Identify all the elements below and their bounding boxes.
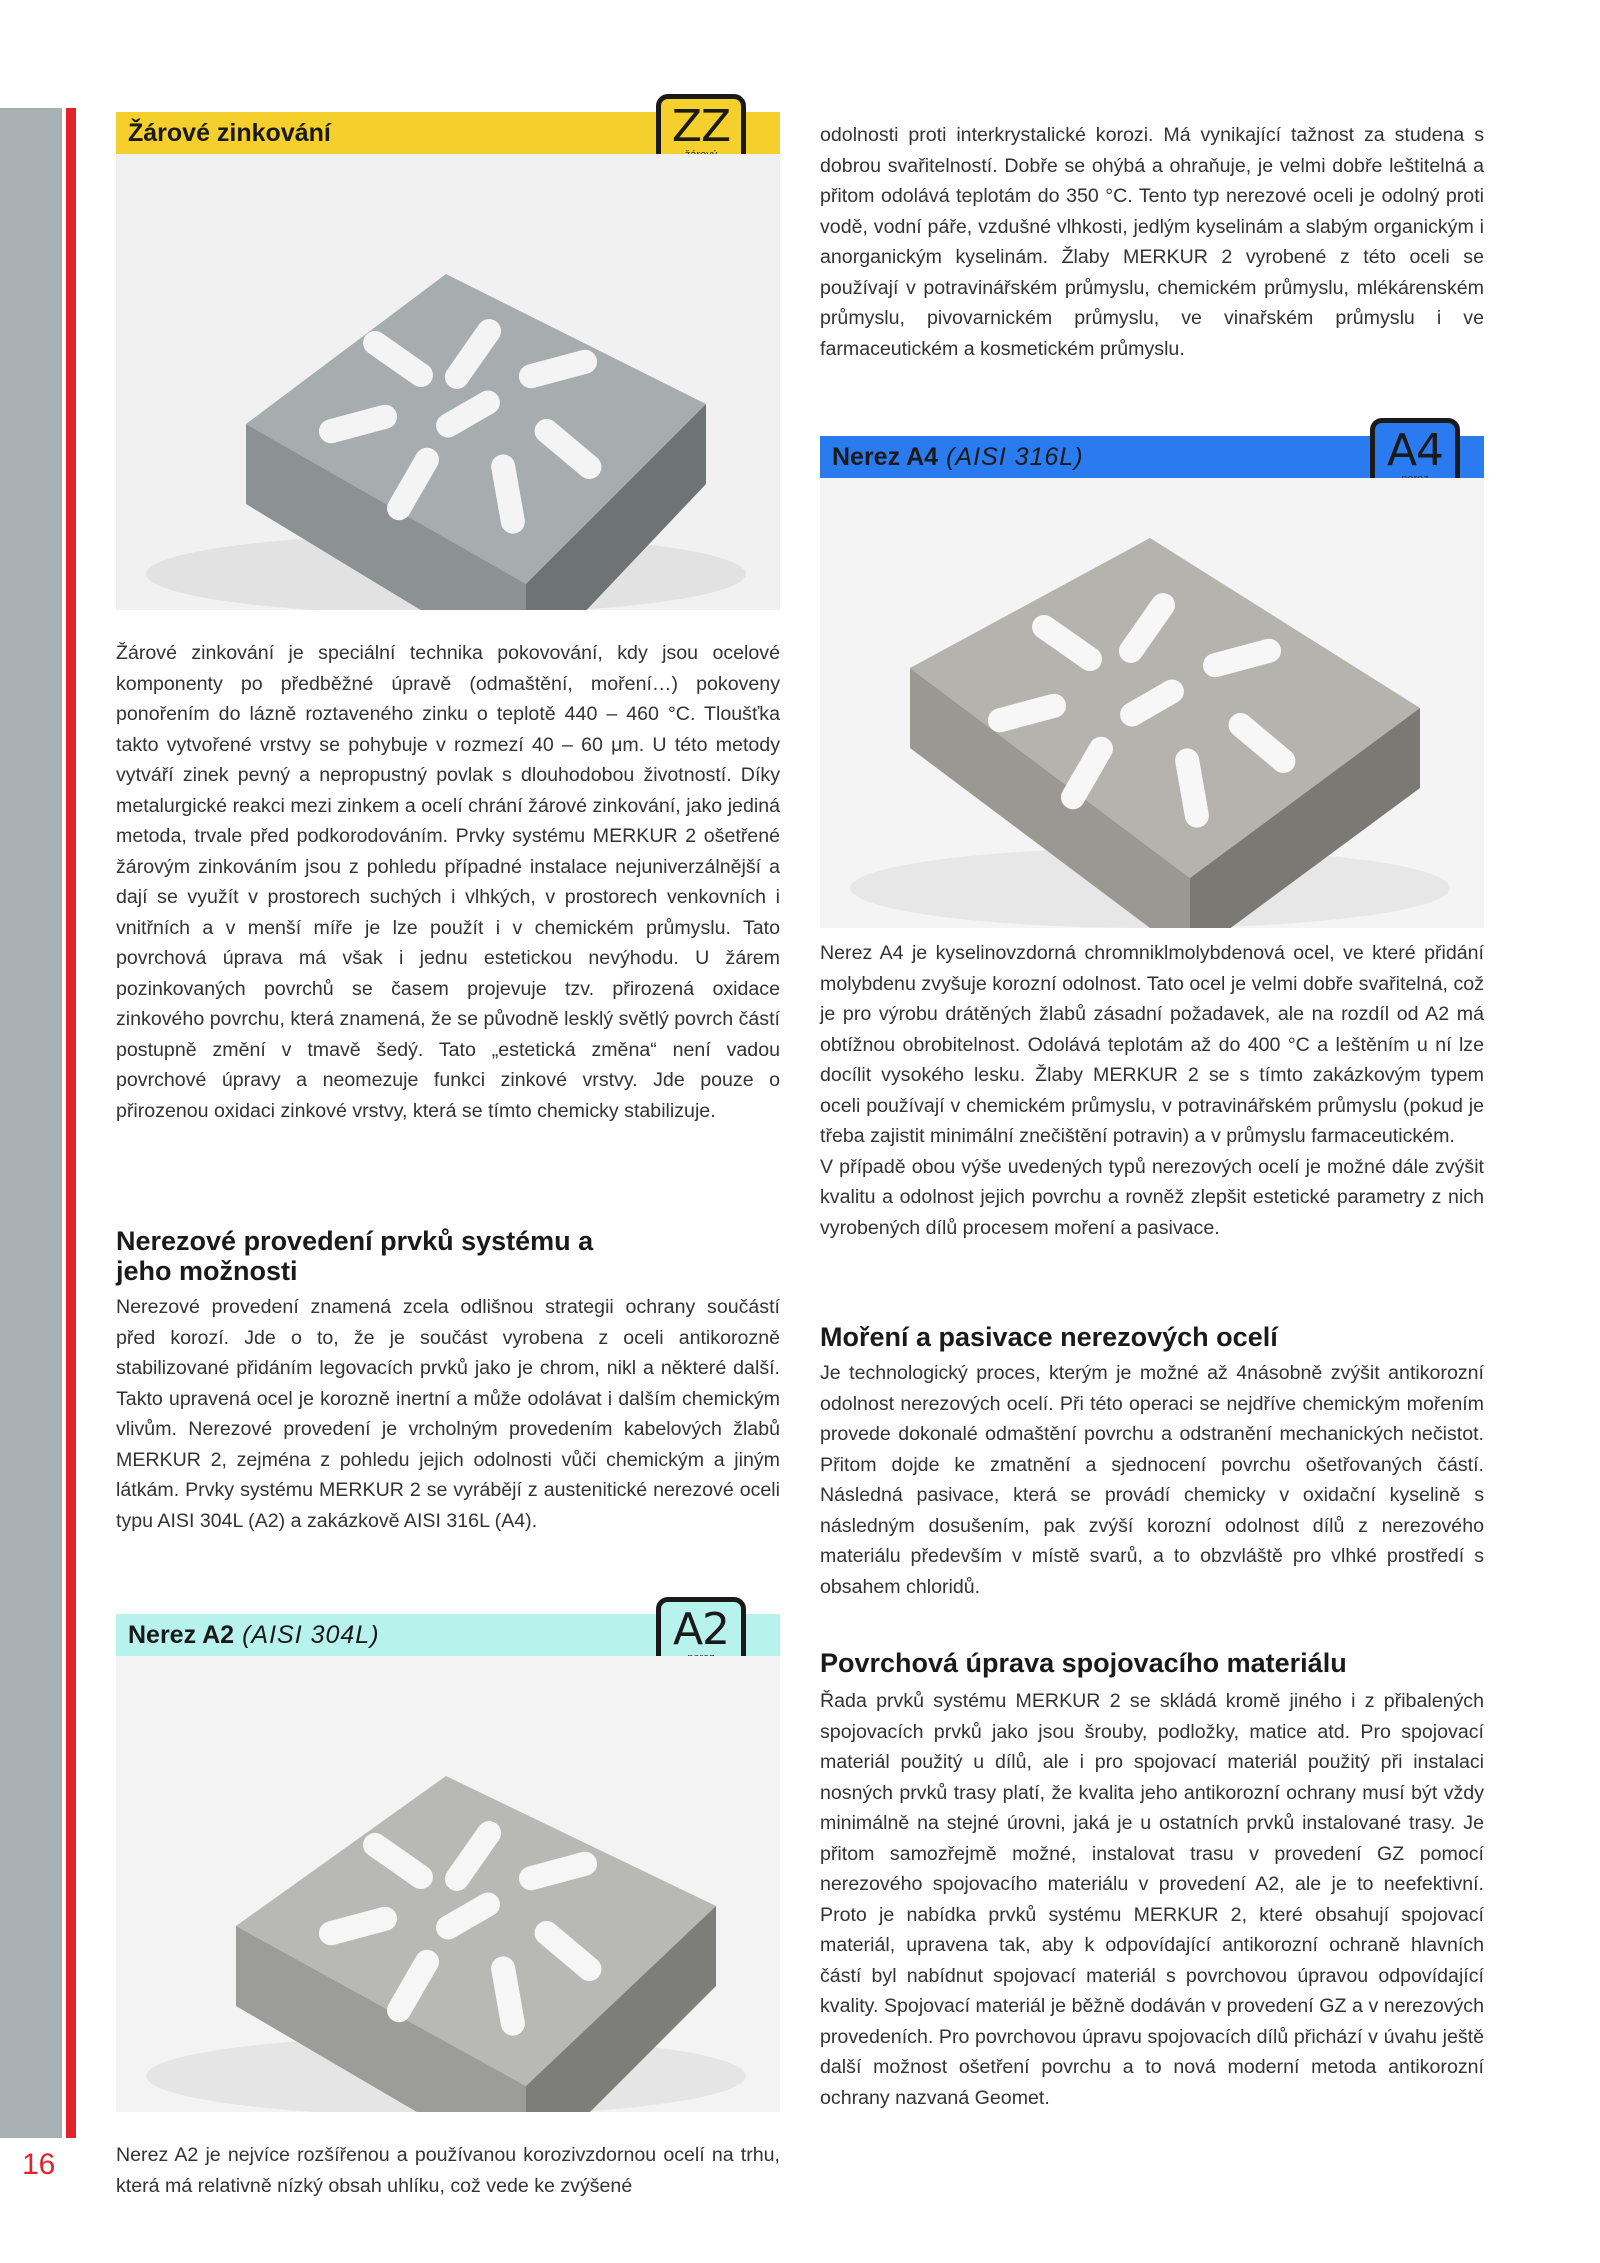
a2-bracket-photo <box>116 1656 780 2112</box>
a2-continuation-text: odolnosti proti interkrystalické korozi. Má vynikající tažnost za studena s dobrou svařitelností. Dobře se ohýbá a ohraňuje, je velmi dobře leštitelná a přitom odolává teplotám do 350 °C. Tento typ nerezové oceli je odolný proti vodě, vodní páře, vzdušné vlhkosti, jedlým kyselinám a slabým organickým i anorganickým kyselinám. Žlaby MERKUR 2 vyrobené z této oceli se používají v potravinářském průmyslu, chemickém průmyslu, mlékárenském průmyslu, pivovarnickém průmyslu, ve vinařském průmyslu i ve farmaceutickém a kosmetickém průmyslu. <box>820 124 1484 360</box>
a4-body-paragraph-2: V případě obou výše uvedených typů nerezových ocelí je možné dále zvýšit kvalitu a odolnost jejich povrchu a rovněž zlepšit estetické parametry z nich vyrobených dílů procesem moření a pasivace. <box>820 1155 1484 1239</box>
zz-badge-code: ZZ <box>671 101 731 152</box>
pickling-heading: Moření a pasivace nerezových ocelí <box>820 1322 1278 1352</box>
a2-title-spec: (AISI 304L) <box>242 1620 380 1649</box>
page-number: 16 <box>22 2148 56 2181</box>
a4-bracket-photo <box>820 478 1484 928</box>
a2-title: Nerez A2 <box>128 1620 235 1649</box>
a2-badge-code: A2 <box>672 1604 730 1655</box>
stainless-body-text: Nerezové provedení znamená zcela odlišnou strategii ochrany součástí před korozí. Jde o to, že je součást vyrobena z oceli antikorozně stabilizované přidáním legovacích prvků jako je chrom, nikl a některé další. Takto upravená ocel je korozně inertní a může odolávat i dalším chemickým vlivům. Nerezové provedení je vrcholným provedením kabelových žlabů MERKUR 2, zejména z pohledu jejich odolnosti vůči chemickým a jiným látkám. Prvky systému MERKUR 2 se vyrábějí z austenitické nerezové oceli typu AISI 304L (A2) a zakázkově AISI 316L (A4). <box>116 1296 780 1532</box>
zz-title: Žárové zinkování <box>128 118 331 147</box>
a4-title: Nerez A4 <box>832 442 939 471</box>
stainless-heading: Nerezové provedení prvků systému a jeho možnosti <box>116 1226 594 1286</box>
fastener-body-text: Řada prvků systému MERKUR 2 se skládá kromě jiného i z přibalených spojovacích prvků jako jsou šrouby, podložky, matice atd. Pro spojovací materiál použitý u dílů, ale i pro spojovací materiál použitý při instalaci nosných prvků trasy platí, že kvalita jeho antikorozní ochrany musí být vždy minimálně na stejné úrovni, jaká je u ostatních prvků instalované trasy. Je přitom samozřejmě možné, instalovat trasu v provedení GZ pomocí nerezového spojovacího materiálu v provedení A2, ale je to neefektivní. Proto je nabídka prvků systému MERKUR 2, které obsahují spojovací materiál, upravena tak, aby k odpovídající antikorozní ochraně hlavních částí byl nabídnut spojovací materiál s povrchovou úpravou odpovídající kvality. Spojovací materiál je běžně dodáván v provedení GZ a v nerezových provedeních. Pro povrchovou úpravu spojovacích dílů přichází v úvahu ještě další možnost ošetření povrchu a to nová moderní metoda antikorozní ochrany nazvaná Geomet. <box>820 1690 1484 2109</box>
a4-badge-code: A4 <box>1386 425 1444 476</box>
side-strip <box>0 108 62 2138</box>
pickling-body-text: Je technologický proces, kterým je možné až 4násobně zvýšit antikorozní odolnost nerezových ocelí. Při této operaci se nejdříve chemickým mořením provede dokonalé odmaštění povrchu a odstranění mechanických nečistot. Přitom dojde ke zmatnění a sjednocení povrchu ošetřovaných částí. Následná pasivace, která se provádí chemicky v oxidační kyselině s následným dosušením, pak zvýší korozní odolnost dílů z nerezového materiálu především v místě svarů, a to obzvláště pro vlhké prostředí s obsahem chloridů. <box>820 1362 1484 1598</box>
fastener-heading: Povrchová úprava spojovacího materiálu <box>820 1648 1347 1678</box>
a2-body-text: Nerez A2 je nejvíce rozšířenou a používanou korozivzdornou ocelí na trhu, která má relativně nízký obsah uhlíku, což vede ke zvýšené <box>116 2144 780 2197</box>
a4-title-spec: (AISI 316L) <box>946 442 1084 471</box>
zz-body-text: Žárové zinkování je speciální technika pokovování, kdy jsou ocelové komponenty po předběžné úpravě (odmaštění, moření…) pokoveny ponořením do lázně roztaveného zinku o teplotě 440 – 460 °C. Tloušťka takto vytvořené vrstvy se pohybuje v rozmezí 40 – 60 μm. U této metody vytváří zinek pevný a nepropustný povlak s dlouhodobou životností. Díky metalurgické reakci mezi zinkem a ocelí chrání žárové zinkování, jako jediná metoda, trvale před podkorodováním. Prvky systému MERKUR 2 ošetřené žárovým zinkováním jsou z pohledu případné instalace nejuniverzálnější a dají se využít v prostorech suchých i vlhkých, v prostorech venkovních i vnitřních a v menší míře je lze použít i v chemickém průmyslu. Tato povrchová úprava má však i jednu estetickou nevýhodu. U žárem pozinkovaných povrchů se časem projevuje tzv. přirozená oxidace zinkového povrchu, která znamená, že se původně lesklý světlý povrch částí postupně změní v tmavě šedý. Tato „estetická změna“ není vadou povrchové úpravy a neomezuje funkci zinkové vrstvy. Jde pouze o přirozenou oxidaci zinkové vrstvy, která se tímto chemicky stabilizuje. <box>116 642 780 1122</box>
a4-body-text <box>820 938 1484 1243</box>
red-accent-line <box>66 108 76 2138</box>
zz-bracket-photo <box>116 154 780 610</box>
a4-body-paragraph-1: Nerez A4 je kyselinovzdorná chromniklmolybdenová ocel, ve které přidání molybdenu zvyšuje korozní odolnost. Tato ocel je velmi dobře svařitelná, což je pro výrobu drátěných žlabů zásadní požadavek, ale na rozdíl od A2 má obtížnou obrobitelnost. Odolává teplotám až do 400 °C a leštěním u ní lze docílit vysokého lesku. Žlaby MERKUR 2 se s tímto zakázkovým typem oceli používají v chemickém průmyslu, v potravinářském průmyslu (pokud je třeba zajistit minimální znečištění potravin) a v průmyslu farmaceutickém. <box>820 942 1484 1147</box>
